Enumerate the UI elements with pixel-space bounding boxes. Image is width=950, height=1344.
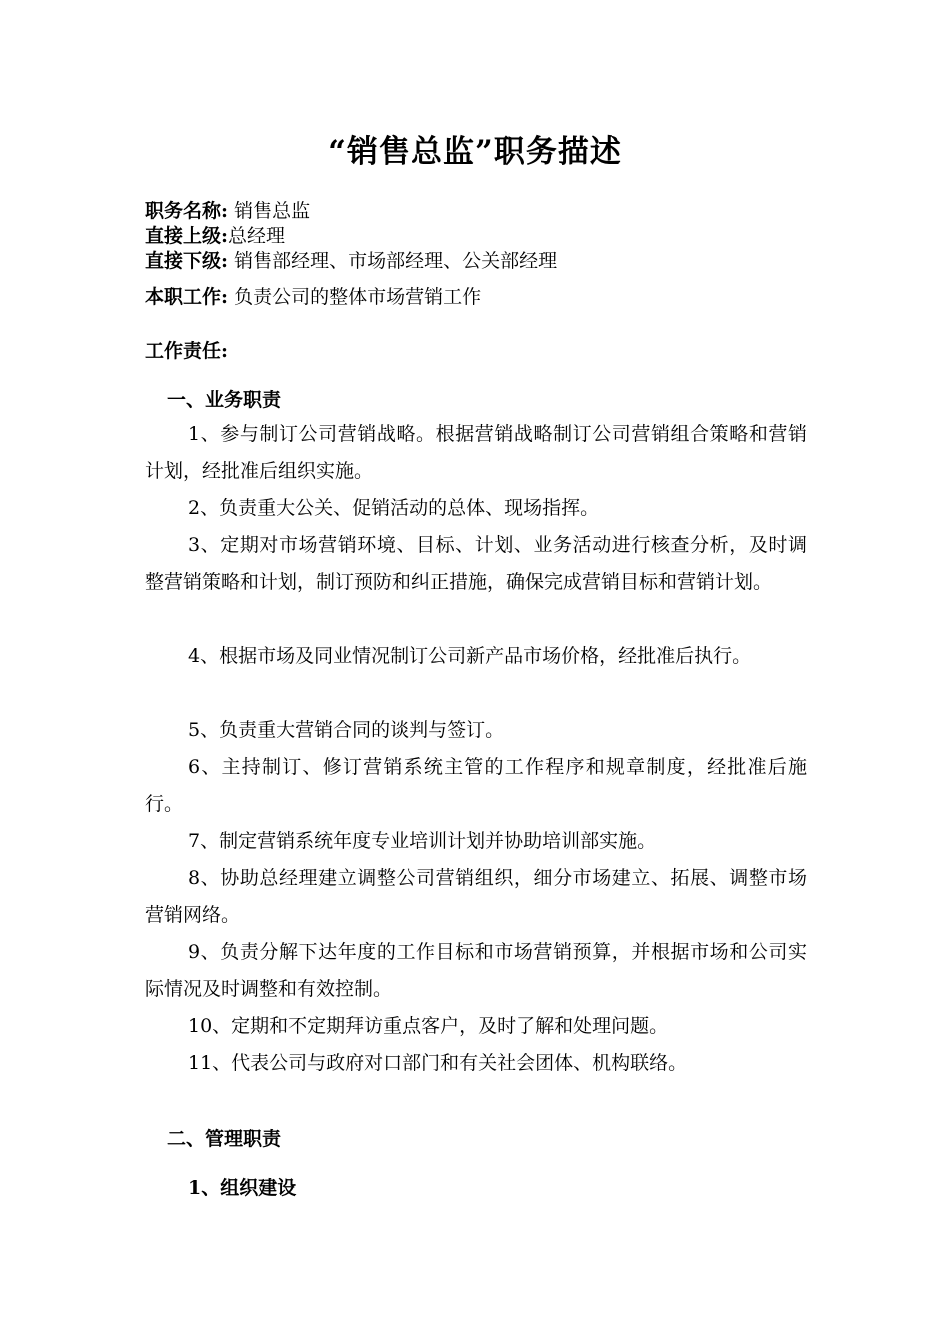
duty-item-1: 1、参与制订公司营销战略。根据营销战略制订公司营销组合策略和营销计划，经批准后组织实施。 bbox=[145, 423, 807, 482]
duty-item-9: 9、负责分解下达年度的工作目标和市场营销预算，并根据市场和公司实际情况及时调整和有效控制。 bbox=[145, 941, 807, 1000]
duty-item-7: 7、制定营销系统年度专业培训计划并协助培训部实施。 bbox=[188, 830, 657, 852]
duty-item-5: 5、负责重大营销合同的谈判与签订。 bbox=[188, 719, 505, 741]
job-name-label: 职务名称: bbox=[145, 200, 229, 222]
section2-sub1-heading: 1、组织建设 bbox=[188, 1177, 297, 1199]
superior-row bbox=[145, 224, 285, 249]
duty-label: 本职工作: bbox=[145, 286, 229, 308]
duty-row bbox=[145, 285, 481, 310]
duty-item-4: 4、根据市场及同业情况制订公司新产品市场价格，经批准后执行。 bbox=[188, 645, 752, 667]
superior-label: 直接上级: bbox=[145, 225, 229, 247]
subordinate-value: 销售部经理、市场部经理、公关部经理 bbox=[234, 250, 558, 272]
duty-item-8: 8、协助总经理建立调整公司营销组织，细分市场建立、拓展、调整市场营销网络。 bbox=[145, 867, 807, 926]
duty-item-2: 2、负责重大公关、促销活动的总体、现场指挥。 bbox=[188, 497, 600, 519]
job-name-value: 销售总监 bbox=[234, 200, 311, 222]
responsibilities-heading: 工作责任: bbox=[145, 340, 229, 362]
subordinate-label: 直接下级: bbox=[145, 250, 229, 272]
duty-item-10: 10、定期和不定期拜访重点客户，及时了解和处理问题。 bbox=[188, 1015, 669, 1037]
section2-heading: 二、管理职责 bbox=[167, 1128, 282, 1150]
job-name-row bbox=[145, 199, 310, 224]
duty-item-11: 11、代表公司与政府对口部门和有关社会团体、机构联络。 bbox=[188, 1052, 688, 1074]
subordinate-row bbox=[145, 249, 557, 274]
duty-value: 负责公司的整体市场营销工作 bbox=[234, 286, 482, 308]
page-title: “销售总监”职务描述 bbox=[328, 134, 622, 170]
duty-item-3: 3、定期对市场营销环境、目标、计划、业务活动进行核查分析，及时调整营销策略和计划，制订预防和纠正措施，确保完成营销目标和营销计划。 bbox=[145, 534, 807, 593]
duty-item-6: 6、主持制订、修订营销系统主管的工作程序和规章制度，经批准后施行。 bbox=[145, 756, 807, 815]
section1-heading: 一、业务职责 bbox=[167, 389, 282, 411]
superior-value: 总经理 bbox=[228, 225, 286, 247]
